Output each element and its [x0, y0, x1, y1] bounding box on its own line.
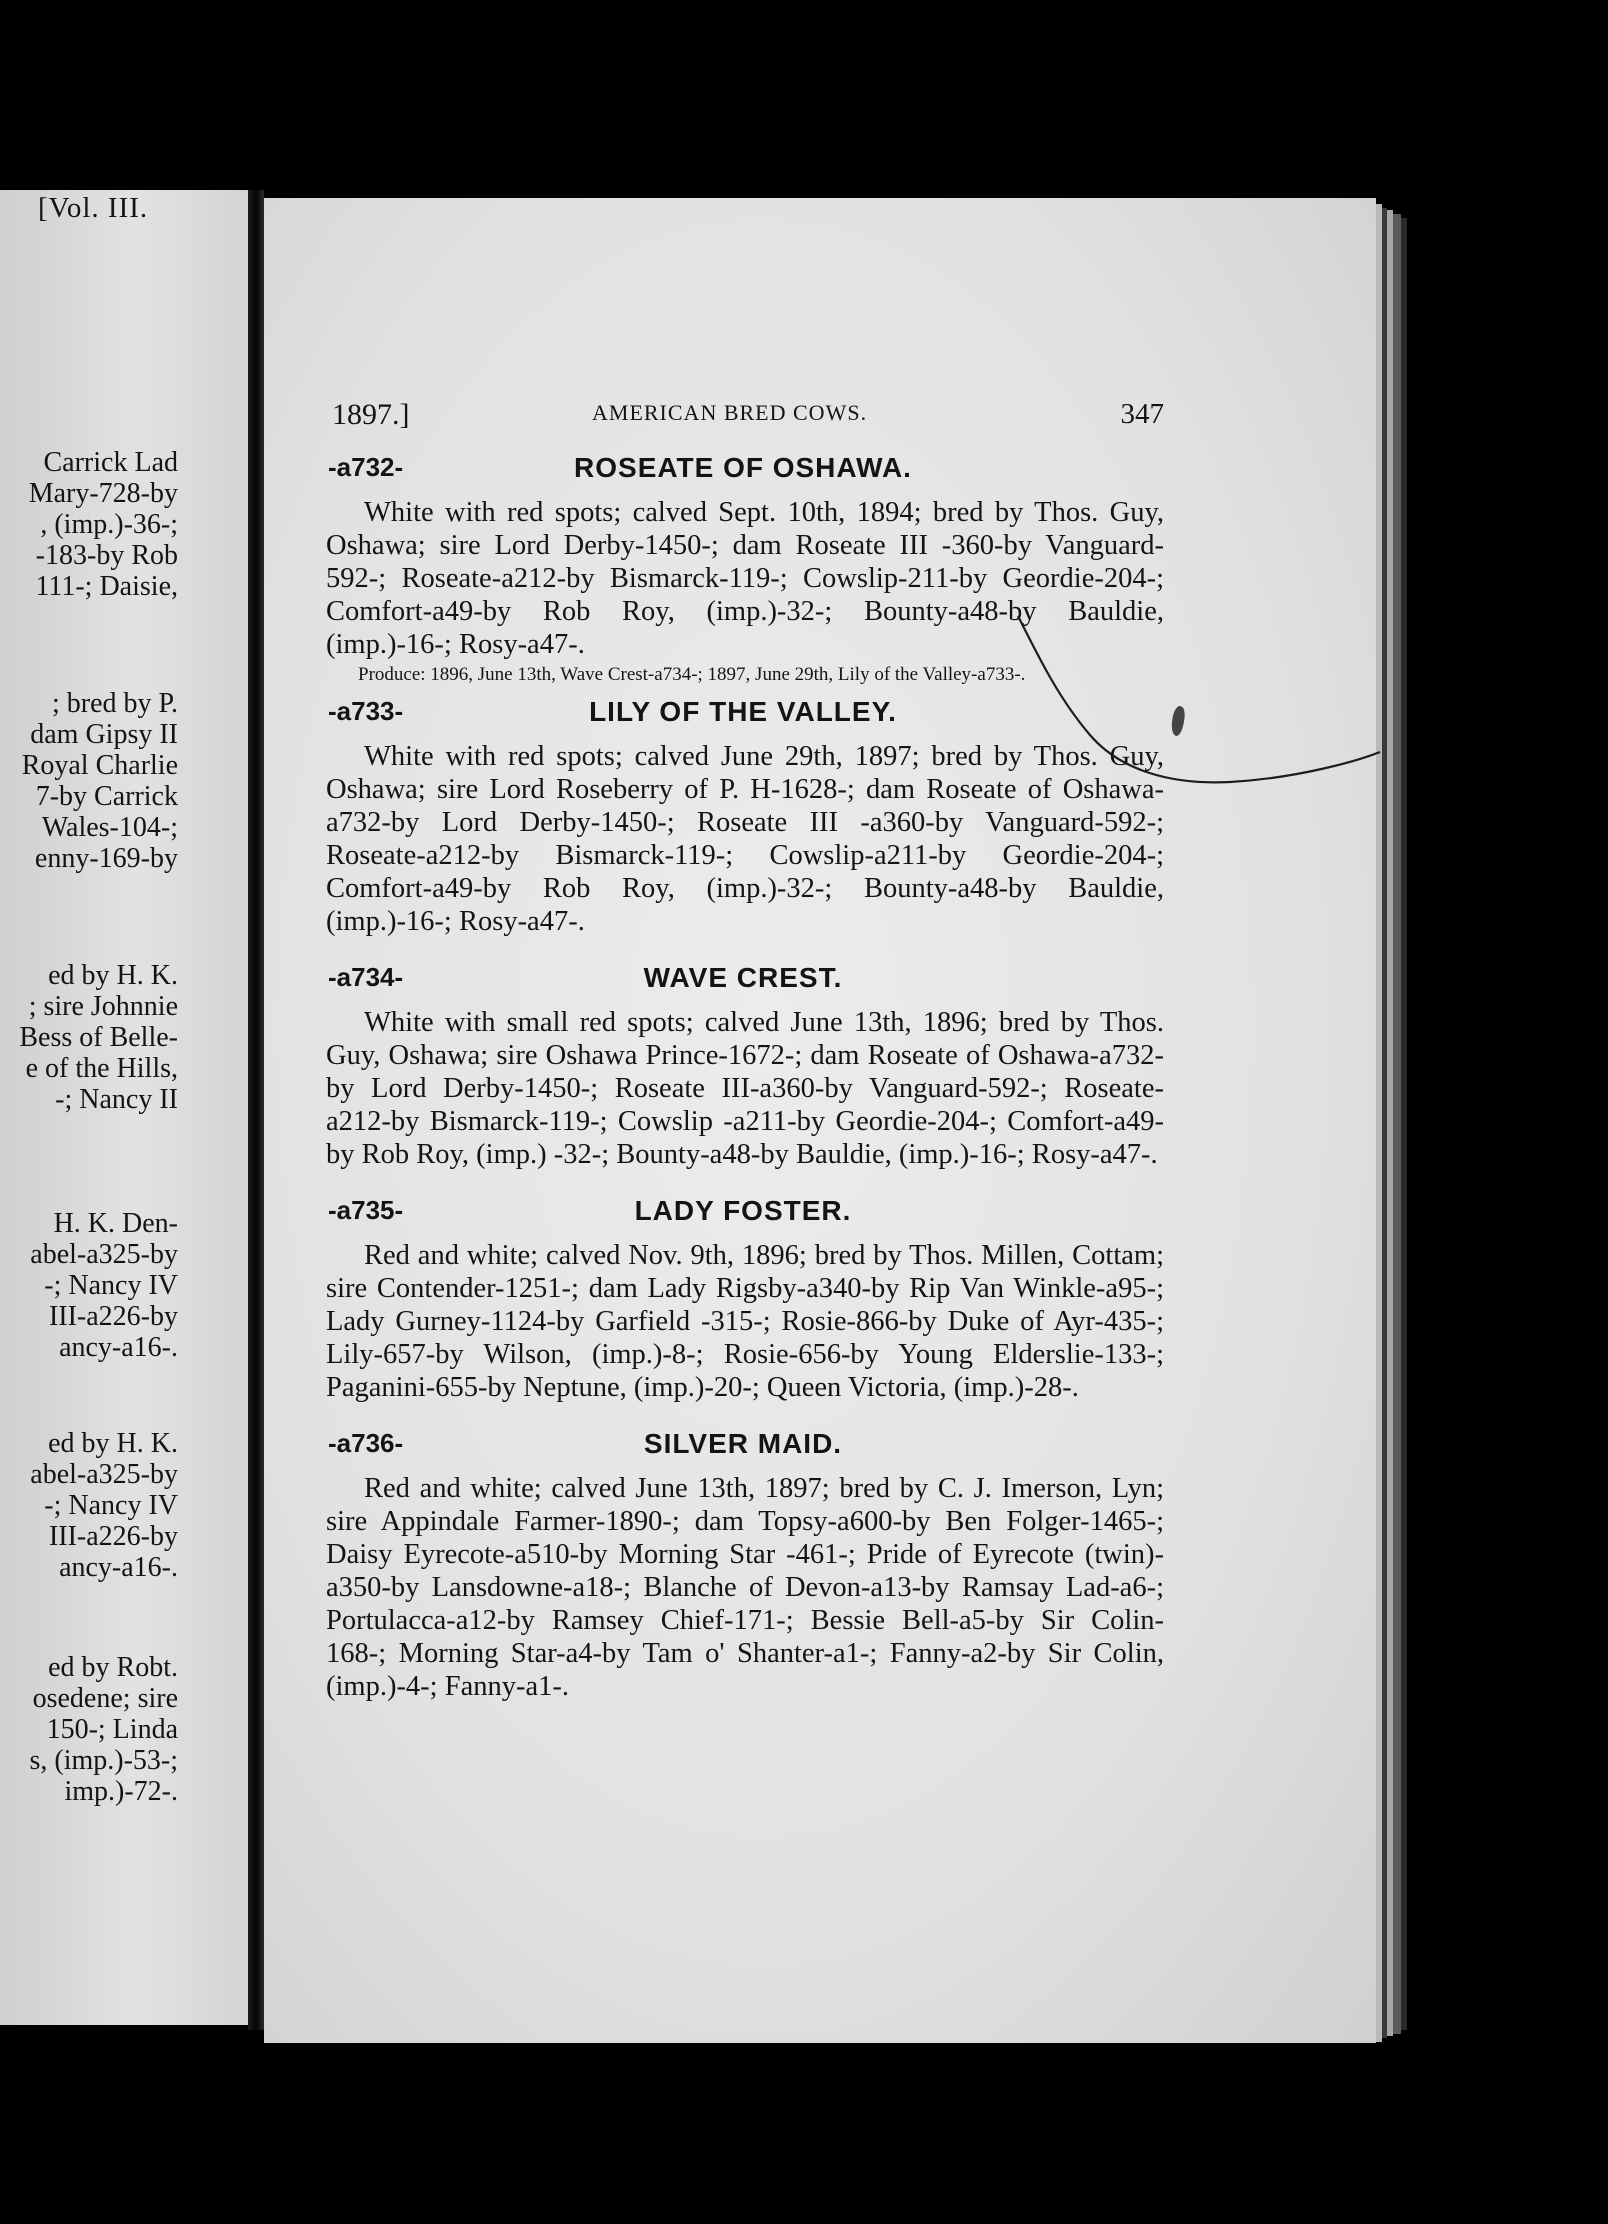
page-edges-shadow-2 [1393, 214, 1401, 2034]
entry-name: LADY FOSTER. [634, 1195, 852, 1226]
previous-page-line: -183-by Rob [35, 540, 178, 571]
entry-heading [322, 1193, 1164, 1237]
entry-name: LILY OF THE VALLEY. [589, 696, 897, 727]
previous-page-line: Wales-104-; [41, 812, 178, 843]
previous-page-line: Royal Charlie [21, 750, 178, 781]
entry-pedigree: White with small red spots; calved June 13th, 1896; bred by Thos. Guy, Oshawa; sire Oshawa Prince-1672-; dam Roseate of Oshawa-a732-by Lord Derby-1450-; Roseate III-a360-by Vanguard-592-; Roseate-a212-by Bismarck-119-; Cowslip -a211-by Geordie-204-; Comfort-a49-by Rob Roy, (imp.) -32-; Bounty-a48-by Bauldie, (imp.)-16-; Rosy-a47-. [326, 1007, 1164, 1170]
entry-pedigree: White with red spots; calved June 29th, 1897; bred by Thos. Guy, Oshawa; sire Lord Roseberry of P. H-1628-; dam Roseate of Oshawa-a732-by Lord Derby-1450-; Roseate III -a360-by Vanguard-592-; Roseate-a212-by Bismarck-119-; Cowslip-a211-by Geordie-204-; Comfort-a49-by Rob Roy, (imp.)-32-; Bounty-a48-by Bauldie, (imp.)-16-; Rosy-a47-. [326, 741, 1164, 937]
entry-heading [322, 694, 1164, 738]
previous-page-line: III-a226-by [48, 1521, 178, 1552]
entry-id: -a735- [328, 1195, 404, 1225]
entry-a736 [322, 1426, 1164, 1703]
previous-page-line: osedene; sire [32, 1683, 178, 1714]
entry-a734 [322, 960, 1164, 1171]
previous-page-line: ed by H. K. [48, 960, 178, 991]
entry-a732 [322, 450, 1164, 686]
entry-pedigree: White with red spots; calved Sept. 10th, 1894; bred by Thos. Guy, Oshawa; sire Lord Derby-1450-; dam Roseate III -360-by Vanguard-592-; Roseate-a212-by Bismarck-119-; Cowslip-211-by Geordie-204-; Comfort-a49-by Rob Roy, (imp.)-32-; Bounty-a48-by Bauldie, (imp.)-16-; Rosy-a47-. [326, 497, 1164, 660]
previous-page-line: ed by H. K. [48, 1428, 178, 1459]
previous-page-line: 150-; Linda [46, 1714, 178, 1745]
entry-a735 [322, 1193, 1164, 1404]
previous-page-line: ; bred by P. [52, 688, 178, 719]
entry-id: -a733- [328, 696, 404, 726]
entry-heading [322, 450, 1164, 494]
entry-id: -a734- [328, 962, 404, 992]
entry-name: ROSEATE OF OSHAWA. [574, 452, 912, 483]
running-head-title: AMERICAN BRED COWS. [592, 400, 868, 425]
previous-page-line: abel-a325-by [30, 1459, 178, 1490]
previous-page-line: 111-; Daisie, [35, 571, 178, 602]
entry-heading [322, 960, 1164, 1004]
previous-page-line: imp.)-72-. [64, 1776, 178, 1807]
previous-page-line: 7-by Carrick [35, 781, 178, 812]
page-edges-cover [1401, 218, 1407, 2030]
entry-id: -a732- [328, 452, 404, 482]
previous-page-line: ancy-a16-. [59, 1552, 178, 1583]
entry-id: -a736- [328, 1428, 404, 1458]
previous-page-line: abel-a325-by [30, 1239, 178, 1270]
entry-a733 [322, 694, 1164, 938]
previous-page-line: Bess of Belle- [19, 1022, 178, 1053]
previous-page-line: dam Gipsy II [30, 719, 178, 750]
page-content [322, 398, 1164, 1703]
previous-page-line: , (imp.)-36-; [40, 509, 178, 540]
entry-name: SILVER MAID. [643, 1428, 843, 1459]
entry-produce: Produce: 1896, June 13th, Wave Crest-a734-; 1897, June 29th, Lily of the Valley-a733-. [358, 664, 1026, 685]
previous-page-line: III-a226-by [48, 1301, 178, 1332]
entry-name: WAVE CREST. [643, 962, 843, 993]
previous-page-line: Carrick Lad [43, 447, 178, 478]
previous-page-line: ; sire Johnnie [28, 991, 178, 1022]
previous-page-line: ed by Robt. [48, 1652, 178, 1683]
entry-heading [322, 1426, 1164, 1470]
previous-page-line: s, (imp.)-53-; [29, 1745, 178, 1776]
previous-page-line: H. K. Den- [53, 1208, 178, 1239]
entry-pedigree: Red and white; calved June 13th, 1897; bred by C. J. Imerson, Lyn; sire Appindale Farmer-1890-; dam Topsy-a600-by Ben Folger-1465-; Daisy Eyrecote-a510-by Morning Star -461-; Pride of Eyrecote (twin)-a350-by Lansdowne-a18-; Blanche of Devon-a13-by Ramsay Lad-a6-; Portulacca-a12-by Ramsey Chief-171-; Bessie Bell-a5-by Sir Colin-168-; Morning Star-a4-by Tam o' Shanter-a1-; Fanny-a2-by Sir Colin, (imp.)-4-; Fanny-a1-. [326, 1473, 1164, 1702]
running-head-year: 1897.] [332, 398, 410, 431]
previous-page-line: -; Nancy IV [44, 1270, 178, 1301]
previous-page-line: ancy-a16-. [59, 1332, 178, 1363]
book-gutter [248, 190, 264, 2030]
entry-pedigree: Red and white; calved Nov. 9th, 1896; bred by Thos. Millen, Cottam; sire Contender-1251-; dam Lady Rigsby-a340-by Rip Van Winkle-a95-; Lady Gurney-1124-by Garfield -315-; Rosie-866-by Duke of Ayr-435-; Lily-657-by Wilson, (imp.)-8-; Rosie-656-by Young Elderslie-133-; Paganini-655-by Neptune, (imp.)-20-; Queen Victoria, (imp.)-28-. [326, 1240, 1164, 1403]
previous-page-line: -; Nancy II [55, 1084, 178, 1115]
previous-page-header: [Vol. III. [38, 192, 149, 224]
previous-page-line: Mary-728-by [28, 478, 178, 509]
page-number: 347 [1120, 398, 1164, 430]
running-head [322, 398, 1164, 438]
previous-page-line: e of the Hills, [25, 1053, 178, 1084]
previous-page-line: enny-169-by [34, 843, 178, 874]
previous-page-line: -; Nancy IV [44, 1490, 178, 1521]
